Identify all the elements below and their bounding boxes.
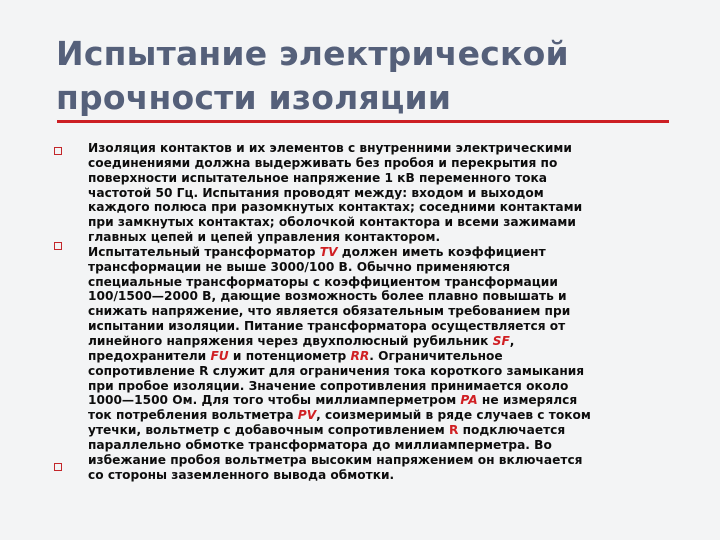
paragraph-line: специальные трансформаторы с коэффициентом трансформации bbox=[88, 274, 558, 289]
paragraph-line: параллельно обмотке трансформатора до миллиамперметра. Во bbox=[88, 437, 552, 452]
text-fragment: Испытательный трансформатор bbox=[88, 244, 320, 259]
paragraph-line bbox=[88, 423, 678, 438]
text-fragment: и потенциометр bbox=[228, 348, 351, 363]
text-fragment: утечки, вольтметр с добавочным сопротивлением bbox=[88, 423, 449, 438]
text-fragment: ток потребления вольтметра bbox=[88, 408, 298, 423]
text-fragment: должен иметь коэффициент bbox=[337, 244, 546, 259]
text-fragment: 1000—1500 Ом. Для того чтобы миллиамперметром bbox=[88, 393, 461, 408]
text-fragment: линейного напряжения через двухполюсный рубильник bbox=[88, 333, 493, 348]
bullet-text-block bbox=[88, 141, 678, 482]
hollow-square-bullet-icon bbox=[54, 147, 62, 155]
paragraph-line: каждого полюса при разомкнутых контактах; соседними контактами bbox=[88, 200, 583, 215]
paragraph-line: при пробое изоляции. Значение сопротивления принимается около bbox=[88, 378, 569, 393]
paragraph-line bbox=[88, 408, 678, 423]
paragraph-line: соединениями должна выдерживать без пробоя и перекрытия по bbox=[88, 155, 558, 170]
pa-symbol: PA bbox=[460, 393, 478, 408]
text-fragment: подключается bbox=[458, 423, 566, 438]
paragraph-line: главных цепей и цепей управления контактором. bbox=[88, 230, 441, 245]
paragraph-line: снижать напряжение, что является обязательным требованием при bbox=[88, 304, 571, 319]
slide-title-line: прочности изоляции bbox=[56, 78, 452, 117]
paragraph-line: со стороны заземленного вывода обмотки. bbox=[88, 467, 395, 482]
pv-symbol: PV bbox=[297, 408, 317, 423]
rr-symbol: RR bbox=[350, 348, 370, 363]
paragraph-line: сопротивление R служит для ограничения тока короткого замыкания bbox=[88, 363, 585, 378]
paragraph-line: испытании изоляции. Питание трансформатора осуществляется от bbox=[88, 319, 566, 334]
paragraph-line: избежание пробоя вольтметра высоким напряжением он включается bbox=[88, 452, 583, 467]
r-symbol: R bbox=[448, 423, 459, 438]
tv-symbol: TV bbox=[319, 244, 338, 259]
text-fragment: . Ограничительное bbox=[369, 348, 503, 363]
paragraph-line: 100/1500—2000 В, дающие возможность более плавно повышать и bbox=[88, 289, 567, 304]
fu-symbol: FU bbox=[210, 348, 229, 363]
paragraph-line: Изоляция контактов и их элементов с внутренними электрическими bbox=[88, 141, 572, 155]
paragraph-line bbox=[88, 349, 678, 364]
sf-symbol: SF bbox=[492, 333, 510, 348]
text-fragment: предохранители bbox=[88, 348, 211, 363]
empty-bullet-text bbox=[88, 452, 89, 468]
text-fragment: не измерялся bbox=[477, 393, 578, 408]
hollow-square-bullet-icon bbox=[54, 242, 62, 250]
text-fragment: , bbox=[509, 333, 515, 348]
paragraph-line bbox=[88, 245, 678, 260]
paragraph-line bbox=[88, 393, 678, 408]
hollow-square-bullet-icon bbox=[54, 463, 62, 471]
paragraph-line: частотой 50 Гц. Испытания проводят между: входом и выходом bbox=[88, 185, 544, 200]
paragraph-line: трансформации не выше 3000/100 В. Обычно применяются bbox=[88, 259, 511, 274]
paragraph-line: поверхности испытательное напряжение 1 кВ переменного тока bbox=[88, 170, 548, 185]
slide-title-line: Испытание электрической bbox=[56, 34, 569, 73]
text-fragment: , соизмеримый в ряде случаев с током bbox=[316, 408, 591, 423]
paragraph-line: при замкнутых контактах; оболочкой контактора и всеми зажимами bbox=[88, 215, 576, 230]
paragraph-line bbox=[88, 334, 678, 349]
